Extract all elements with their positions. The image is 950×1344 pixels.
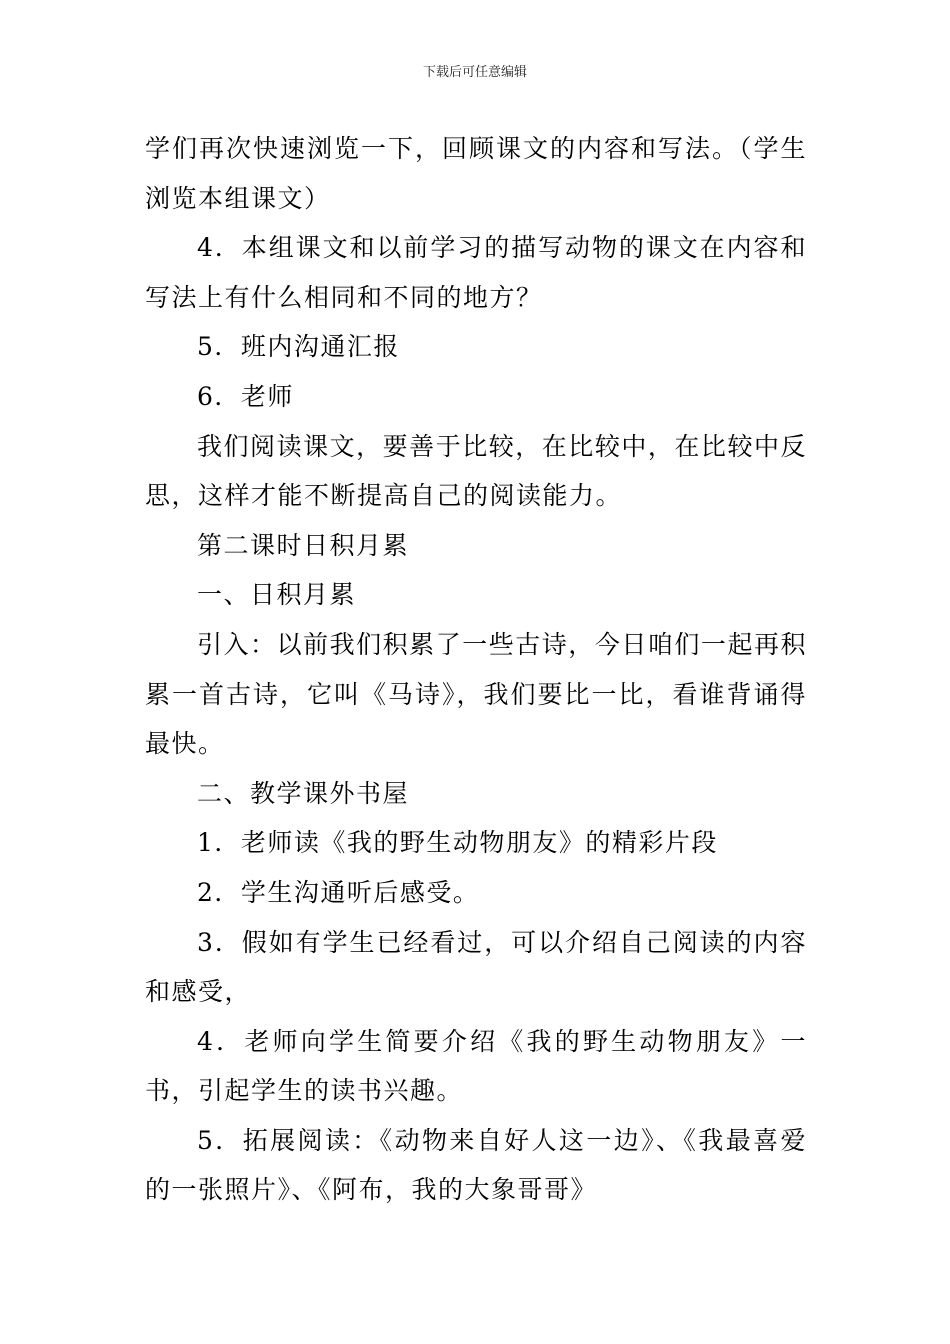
list-item-4: 4．老师向学生简要介绍《我的野生动物朋友》一书，引起学生的读书兴趣。 bbox=[145, 1026, 807, 1106]
list-item-3: 3．假如有学生已经看过，可以介绍自己阅读的内容和感受， bbox=[145, 927, 807, 1007]
list-item-1: 1．老师读《我的野生动物朋友》的精彩片段 bbox=[197, 828, 718, 858]
list-item-2: 2．学生沟通听后感受。 bbox=[197, 877, 480, 907]
paragraph-2: 4．本组课文和以前学习的描写动物的课文在内容和写法上有什么相同和不同的地方？ bbox=[145, 233, 807, 312]
paragraph-5: 我们阅读课文，要善于比较，在比较中，在比较中反思，这样才能不断提高自己的阅读能力。 bbox=[145, 431, 807, 511]
section-title-lesson-two: 第二课时日积月累 bbox=[197, 530, 410, 560]
page-header: 下载后可任意编辑 bbox=[422, 65, 527, 80]
paragraph-1: 学们再次快速浏览一下，回顾课文的内容和写法。（学生浏览本组课文） bbox=[145, 134, 807, 213]
paragraph-4: 6．老师 bbox=[197, 381, 294, 411]
section-heading-1: 一、日积月累 bbox=[197, 580, 357, 610]
paragraph-8: 引入：以前我们积累了一些古诗，今日咱们一起再积累一首古诗，它叫《马诗》，我们要比一比，看谁背诵得最快。 bbox=[145, 629, 807, 759]
document-body bbox=[145, 124, 807, 1215]
list-item-5: 5．拓展阅读：《动物来自好人这一边》、《我最喜爱的一张照片》、《阿布，我的大象哥哥》 bbox=[145, 1125, 807, 1205]
section-heading-2: 二、教学课外书屋 bbox=[197, 778, 410, 808]
paragraph-3: 5．班内沟通汇报 bbox=[197, 332, 400, 362]
